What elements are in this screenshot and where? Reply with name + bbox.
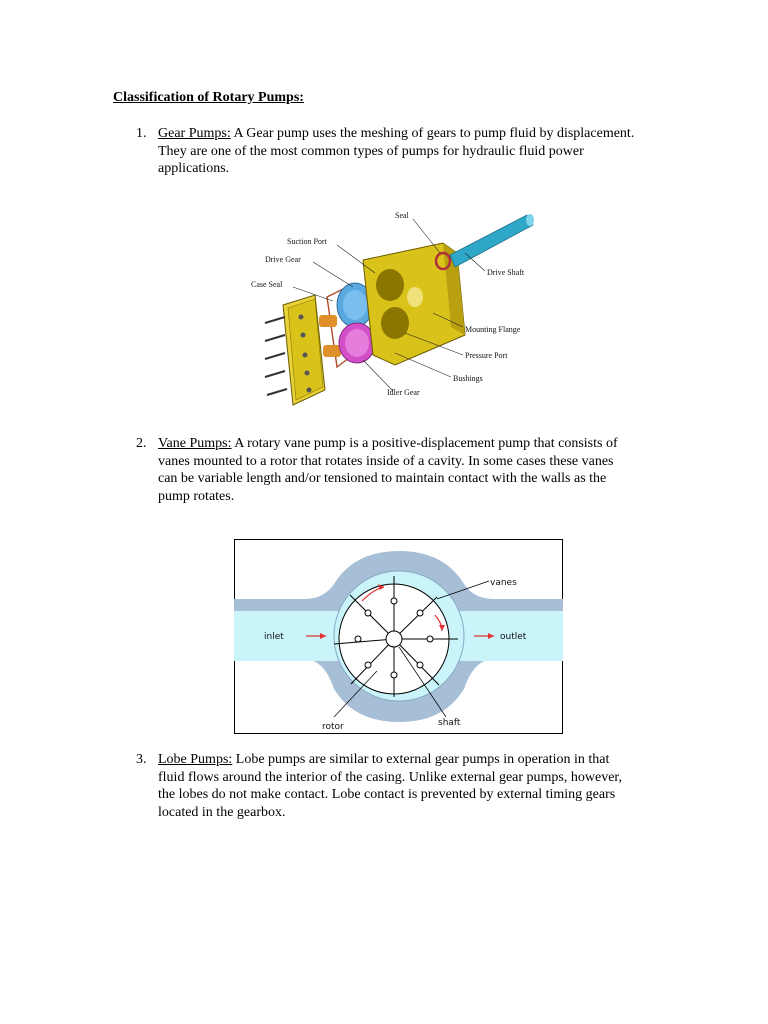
label-shaft: shaft bbox=[438, 718, 461, 728]
term-vane-pumps: Vane Pumps: bbox=[158, 436, 232, 451]
list-item-gear-pumps bbox=[136, 125, 636, 178]
drive-shaft bbox=[450, 214, 534, 267]
label-vanes: vanes bbox=[490, 578, 517, 588]
list-item-vane-pumps bbox=[136, 435, 636, 505]
label-pressure-port: Pressure Port bbox=[465, 351, 508, 360]
case-seal-plate bbox=[265, 295, 325, 405]
description-lobe-pumps: Lobe pumps are similar to external gear pumps in operation in that fluid flows around the interior of the casing. Unlike external gear pumps, however, the lobes do not make contact. Lobe contact is prevented by external timing gears located in the gearbox. bbox=[158, 752, 623, 820]
page-title: Classification of Rotary Pumps: bbox=[113, 90, 304, 105]
label-idler-gear: Idler Gear bbox=[387, 388, 420, 397]
gear-pump-diagram bbox=[245, 205, 545, 410]
label-inlet: inlet bbox=[264, 632, 284, 642]
label-bushings: Bushings bbox=[453, 374, 483, 383]
label-case-seal: Case Seal bbox=[251, 280, 283, 289]
vane-pump-diagram bbox=[234, 539, 563, 734]
list-number: 2. bbox=[136, 436, 147, 451]
label-rotor: rotor bbox=[322, 722, 344, 732]
list-number: 3. bbox=[136, 752, 147, 767]
shaft bbox=[386, 631, 402, 647]
label-seal: Seal bbox=[395, 211, 409, 220]
term-gear-pumps: Gear Pumps: bbox=[158, 126, 231, 141]
list-number: 1. bbox=[136, 126, 147, 141]
list-item-lobe-pumps bbox=[136, 751, 636, 821]
label-drive-gear: Drive Gear bbox=[265, 255, 301, 264]
label-outlet: outlet bbox=[500, 632, 527, 642]
label-mounting-flange: Mounting Flange bbox=[465, 325, 521, 334]
term-lobe-pumps: Lobe Pumps: bbox=[158, 752, 233, 767]
label-suction-port: Suction Port bbox=[287, 237, 327, 246]
idler-gear bbox=[339, 323, 375, 363]
description-vane-pumps: A rotary vane pump is a positive-displacement pump that consists of vanes mounted to a rotor that rotates inside of a cavity. In some cases these vanes can be variable length and/or tensioned to maintain contact with the walls as the pump rotates. bbox=[158, 436, 618, 504]
label-drive-shaft: Drive Shaft bbox=[487, 268, 525, 277]
description-gear-pumps: A Gear pump uses the meshing of gears to pump fluid by displacement. They are one of the most common types of pumps for hydraulic fluid power applications. bbox=[158, 126, 635, 176]
